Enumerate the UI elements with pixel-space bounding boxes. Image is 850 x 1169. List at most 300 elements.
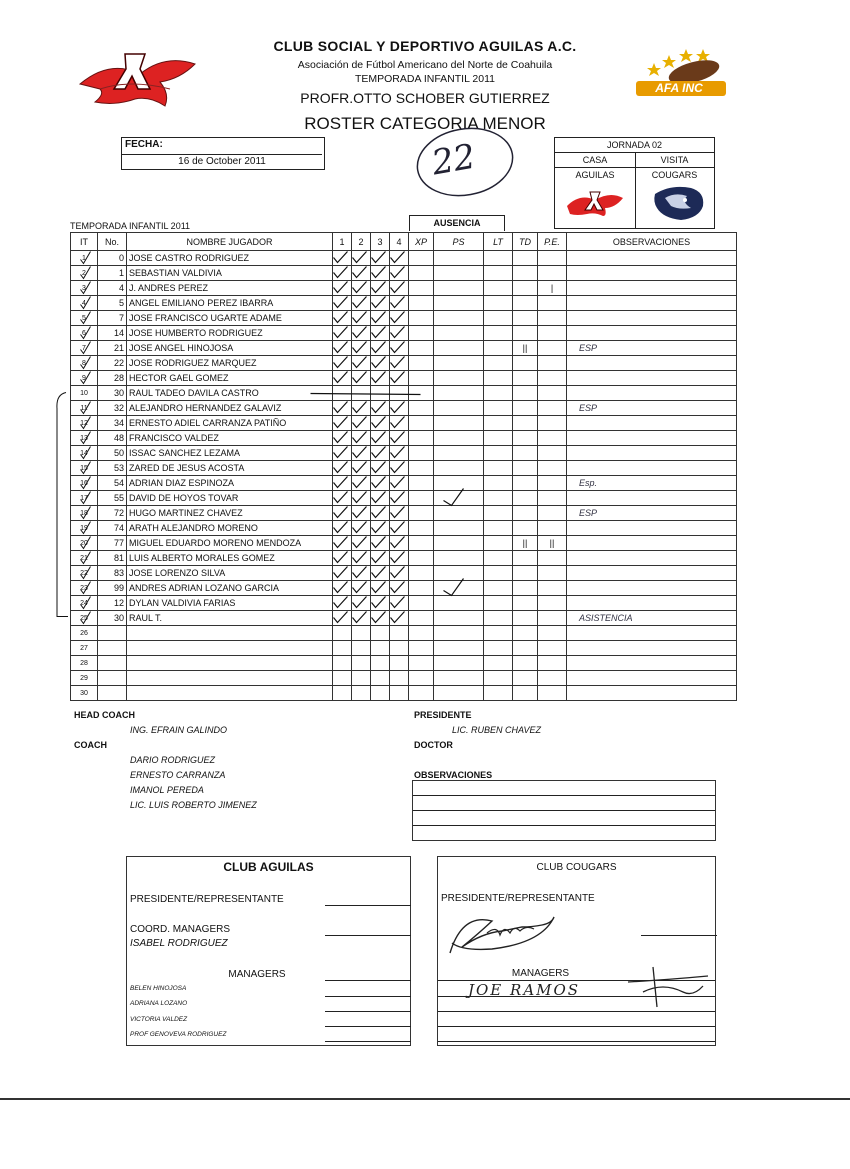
row-xp — [409, 521, 434, 536]
row-xp — [409, 551, 434, 566]
observaciones-box — [412, 780, 716, 841]
row-q3 — [371, 311, 390, 326]
home-team: AGUILAS — [575, 170, 615, 180]
row-q3 — [371, 521, 390, 536]
row-lt — [484, 311, 513, 326]
row-xp — [409, 686, 434, 701]
row-q1 — [333, 431, 352, 446]
row-observaciones — [567, 461, 737, 476]
row-number — [98, 671, 127, 686]
row-lt — [484, 521, 513, 536]
row-number: 54 — [98, 476, 127, 491]
club-cougars-panel — [437, 856, 716, 1046]
row-xp — [409, 341, 434, 356]
col-q4: 4 — [390, 233, 409, 251]
row-q1 — [333, 566, 352, 581]
row-player-name: MIGUEL EDUARDO MORENO MENDOZA — [127, 536, 333, 551]
row-q2 — [352, 536, 371, 551]
roster-row — [71, 401, 737, 416]
row-xp — [409, 461, 434, 476]
row-pe — [538, 251, 567, 266]
manager-name: VICTORIA VALDEZ — [130, 1016, 188, 1023]
row-ps — [434, 596, 484, 611]
row-pe — [538, 401, 567, 416]
row-xp — [409, 326, 434, 341]
roster-row — [71, 266, 737, 281]
row-player-name: RAUL T. — [127, 611, 333, 626]
row-ps — [434, 671, 484, 686]
visita-label: VISITA — [635, 153, 714, 168]
row-q2 — [352, 566, 371, 581]
row-observaciones — [567, 581, 737, 596]
roster-row — [71, 536, 737, 551]
row-it: 16 — [71, 476, 98, 491]
row-ps — [434, 281, 484, 296]
row-td — [513, 386, 538, 401]
row-lt — [484, 596, 513, 611]
row-xp — [409, 251, 434, 266]
row-q2 — [352, 386, 371, 401]
row-q1 — [333, 656, 352, 671]
row-ps — [434, 401, 484, 416]
club-aguilas-panel — [126, 856, 411, 1046]
row-q2 — [352, 656, 371, 671]
row-q2 — [352, 521, 371, 536]
row-q2 — [352, 251, 371, 266]
row-q3 — [371, 281, 390, 296]
row-observaciones — [567, 386, 737, 401]
row-observaciones — [567, 416, 737, 431]
row-player-name: DYLAN VALDIVIA FARIAS — [127, 596, 333, 611]
row-pe: | — [538, 281, 567, 296]
row-lt — [484, 641, 513, 656]
coach-label: COACH — [74, 740, 107, 750]
row-lt — [484, 251, 513, 266]
roster-row — [71, 326, 737, 341]
row-q2 — [352, 611, 371, 626]
row-q4 — [390, 536, 409, 551]
col-xp: XP — [409, 233, 434, 251]
row-lt — [484, 551, 513, 566]
row-it: 24 — [71, 596, 98, 611]
row-number: 55 — [98, 491, 127, 506]
row-ps — [434, 581, 484, 596]
col-q2: 2 — [352, 233, 371, 251]
row-xp — [409, 356, 434, 371]
row-q3 — [371, 401, 390, 416]
ausencia-label: AUSENCIA — [409, 215, 505, 231]
row-observaciones — [567, 371, 737, 386]
row-td: || — [513, 341, 538, 356]
row-ps — [434, 461, 484, 476]
aguilas-small-logo — [565, 188, 625, 218]
season-label: TEMPORADA INFANTIL 2011 — [70, 221, 191, 231]
row-number: 77 — [98, 536, 127, 551]
row-player-name — [127, 656, 333, 671]
row-q1 — [333, 536, 352, 551]
row-observaciones — [567, 251, 737, 266]
row-lt — [484, 266, 513, 281]
row-player-name: ISSAC SANCHEZ LEZAMA — [127, 446, 333, 461]
row-player-name: JOSE FRANCISCO UGARTE ADAME — [127, 311, 333, 326]
row-q2 — [352, 401, 371, 416]
row-q3 — [371, 431, 390, 446]
row-q1 — [333, 521, 352, 536]
row-player-name: JOSE RODRIGUEZ MARQUEZ — [127, 356, 333, 371]
row-it: 14 — [71, 446, 98, 461]
coach-name: IMANOL PEREDA — [130, 785, 204, 795]
row-observaciones — [567, 491, 737, 506]
row-td — [513, 506, 538, 521]
row-td: || — [513, 536, 538, 551]
roster-row — [71, 626, 737, 641]
row-number: 48 — [98, 431, 127, 446]
row-observaciones — [567, 686, 737, 701]
row-it: 30 — [71, 686, 98, 701]
presidente-name: LIC. RUBEN CHAVEZ — [452, 725, 542, 735]
row-q2 — [352, 311, 371, 326]
row-player-name: ALEJANDRO HERNANDEZ GALAVIZ — [127, 401, 333, 416]
row-player-name: ARATH ALEJANDRO MORENO — [127, 521, 333, 536]
row-q2 — [352, 446, 371, 461]
row-q1 — [333, 476, 352, 491]
row-pe: || — [538, 536, 567, 551]
row-q4 — [390, 551, 409, 566]
cougars-logo — [651, 184, 707, 222]
row-ps — [434, 431, 484, 446]
row-lt — [484, 401, 513, 416]
col-it: IT — [71, 233, 98, 251]
row-td — [513, 296, 538, 311]
casa-label: CASA — [555, 153, 636, 168]
club-title: CLUB SOCIAL Y DEPORTIVO AGUILAS A.C. — [273, 38, 577, 54]
row-q1 — [333, 341, 352, 356]
row-it: 8 — [71, 356, 98, 371]
row-q2 — [352, 281, 371, 296]
row-xp — [409, 371, 434, 386]
head-coach-label: HEAD COACH — [74, 710, 136, 720]
row-observaciones: ESP — [567, 506, 737, 521]
roster-row — [71, 671, 737, 686]
row-lt — [484, 536, 513, 551]
roster-row — [71, 281, 737, 296]
row-q1 — [333, 491, 352, 506]
row-pe — [538, 266, 567, 281]
row-td — [513, 311, 538, 326]
row-q4 — [390, 506, 409, 521]
row-number: 28 — [98, 371, 127, 386]
row-q1 — [333, 461, 352, 476]
row-q1 — [333, 506, 352, 521]
row-observaciones — [567, 266, 737, 281]
cougars-president-signature — [442, 903, 562, 963]
row-q4 — [390, 281, 409, 296]
row-q1 — [333, 251, 352, 266]
row-ps — [434, 266, 484, 281]
row-it: 12 — [71, 416, 98, 431]
row-lt — [484, 566, 513, 581]
row-observaciones — [567, 326, 737, 341]
row-xp — [409, 641, 434, 656]
row-pe — [538, 416, 567, 431]
col-obs: OBSERVACIONES — [567, 233, 737, 251]
row-ps — [434, 356, 484, 371]
roster-row — [71, 446, 737, 461]
row-player-name: DAVID DE HOYOS TOVAR — [127, 491, 333, 506]
row-q3 — [371, 461, 390, 476]
row-q3 — [371, 266, 390, 281]
row-q4 — [390, 401, 409, 416]
row-ps — [434, 566, 484, 581]
row-xp — [409, 596, 434, 611]
row-observaciones — [567, 431, 737, 446]
roster-row — [71, 476, 737, 491]
row-it: 4 — [71, 296, 98, 311]
row-q1 — [333, 686, 352, 701]
row-number: 30 — [98, 611, 127, 626]
row-q3 — [371, 251, 390, 266]
row-pe — [538, 656, 567, 671]
row-ps — [434, 311, 484, 326]
row-observaciones: ESP — [567, 341, 737, 356]
row-td — [513, 416, 538, 431]
row-ps — [434, 446, 484, 461]
row-pe — [538, 326, 567, 341]
row-td — [513, 581, 538, 596]
row-pe — [538, 296, 567, 311]
row-q3 — [371, 386, 390, 401]
roster-title: ROSTER CATEGORIA MENOR — [304, 114, 546, 133]
row-q2 — [352, 686, 371, 701]
row-q4 — [390, 596, 409, 611]
row-td — [513, 491, 538, 506]
row-lt — [484, 281, 513, 296]
row-pe — [538, 386, 567, 401]
row-q4 — [390, 626, 409, 641]
row-it: 17 — [71, 491, 98, 506]
row-xp — [409, 281, 434, 296]
row-lt — [484, 341, 513, 356]
roster-row — [71, 551, 737, 566]
row-q4 — [390, 356, 409, 371]
col-ps: PS — [434, 233, 484, 251]
row-number: 12 — [98, 596, 127, 611]
row-number: 81 — [98, 551, 127, 566]
row-ps — [434, 656, 484, 671]
row-q1 — [333, 551, 352, 566]
row-observaciones — [567, 281, 737, 296]
fecha-value: 16 de October 2011 — [122, 154, 322, 167]
row-ps — [434, 641, 484, 656]
cougars-pres-label: PRESIDENTE/REPRESENTANTE — [441, 893, 595, 904]
row-number: 32 — [98, 401, 127, 416]
row-number: 1 — [98, 266, 127, 281]
row-q3 — [371, 506, 390, 521]
row-pe — [538, 686, 567, 701]
row-td — [513, 281, 538, 296]
row-td — [513, 626, 538, 641]
row-ps — [434, 521, 484, 536]
row-player-name: ZARED DE JESUS ACOSTA — [127, 461, 333, 476]
club-aguilas-title: CLUB AGUILAS — [223, 860, 314, 874]
row-q3 — [371, 371, 390, 386]
roster-row — [71, 656, 737, 671]
row-pe — [538, 566, 567, 581]
row-q4 — [390, 386, 409, 401]
row-ps — [434, 476, 484, 491]
row-q2 — [352, 266, 371, 281]
row-q4 — [390, 431, 409, 446]
roster-row — [71, 581, 737, 596]
row-lt — [484, 581, 513, 596]
row-number: 5 — [98, 296, 127, 311]
row-xp — [409, 476, 434, 491]
row-ps — [434, 551, 484, 566]
row-td — [513, 461, 538, 476]
row-pe — [538, 371, 567, 386]
row-player-name: ADRIAN DIAZ ESPINOZA — [127, 476, 333, 491]
row-q2 — [352, 356, 371, 371]
coach-name: LIC. LUIS ROBERTO JIMENEZ — [130, 800, 257, 810]
row-pe — [538, 596, 567, 611]
row-q3 — [371, 656, 390, 671]
row-number: 34 — [98, 416, 127, 431]
row-q4 — [390, 416, 409, 431]
row-player-name: RAUL TADEO DAVILA CASTRO — [127, 386, 333, 401]
row-td — [513, 656, 538, 671]
row-td — [513, 266, 538, 281]
row-ps — [434, 251, 484, 266]
row-q1 — [333, 416, 352, 431]
row-lt — [484, 686, 513, 701]
row-q4 — [390, 311, 409, 326]
row-pe — [538, 626, 567, 641]
row-lt — [484, 611, 513, 626]
row-ps — [434, 686, 484, 701]
row-player-name: ERNESTO ADIEL CARRANZA PATIÑO — [127, 416, 333, 431]
row-player-name: ANGEL EMILIANO PEREZ IBARRA — [127, 296, 333, 311]
row-xp — [409, 401, 434, 416]
row-lt — [484, 356, 513, 371]
row-ps — [434, 371, 484, 386]
row-lt — [484, 671, 513, 686]
row-ps — [434, 386, 484, 401]
roster-row — [71, 641, 737, 656]
row-q1 — [333, 356, 352, 371]
row-q3 — [371, 446, 390, 461]
coach-name: DARIO RODRIGUEZ — [130, 755, 216, 765]
row-it: 6 — [71, 326, 98, 341]
row-it: 19 — [71, 521, 98, 536]
roster-row — [71, 386, 737, 401]
row-q1 — [333, 626, 352, 641]
row-q3 — [371, 341, 390, 356]
row-pe — [538, 611, 567, 626]
row-lt — [484, 506, 513, 521]
row-q3 — [371, 491, 390, 506]
row-it: 27 — [71, 641, 98, 656]
row-number: 50 — [98, 446, 127, 461]
row-td — [513, 371, 538, 386]
col-q1: 1 — [333, 233, 352, 251]
row-q4 — [390, 476, 409, 491]
row-xp — [409, 386, 434, 401]
row-q3 — [371, 581, 390, 596]
row-number: 14 — [98, 326, 127, 341]
roster-row — [71, 506, 737, 521]
row-lt — [484, 296, 513, 311]
row-ps — [434, 341, 484, 356]
row-it: 9 — [71, 371, 98, 386]
row-it: 11 — [71, 401, 98, 416]
row-it: 15 — [71, 461, 98, 476]
row-ps — [434, 626, 484, 641]
row-observaciones — [567, 446, 737, 461]
row-td — [513, 611, 538, 626]
row-it: 18 — [71, 506, 98, 521]
row-it: 23 — [71, 581, 98, 596]
row-q1 — [333, 326, 352, 341]
row-player-name: LUIS ALBERTO MORALES GOMEZ — [127, 551, 333, 566]
row-xp — [409, 536, 434, 551]
row-lt — [484, 386, 513, 401]
row-observaciones — [567, 356, 737, 371]
row-number: 74 — [98, 521, 127, 536]
row-xp — [409, 491, 434, 506]
row-observaciones — [567, 311, 737, 326]
row-q3 — [371, 626, 390, 641]
roster-row — [71, 356, 737, 371]
manager-name: ADRIANA LOZANO — [130, 1000, 188, 1007]
row-it: 10 — [71, 386, 98, 401]
col-pe: P.E. — [538, 233, 567, 251]
row-q1 — [333, 611, 352, 626]
row-number: 21 — [98, 341, 127, 356]
handwritten-number: 22 — [428, 136, 479, 184]
row-number — [98, 686, 127, 701]
coach-name: ERNESTO CARRANZA — [130, 770, 226, 780]
row-pe — [538, 521, 567, 536]
row-lt — [484, 446, 513, 461]
presidente-label: PRESIDENTE — [414, 710, 472, 720]
col-td: TD — [513, 233, 538, 251]
row-observaciones: Esp. — [567, 476, 737, 491]
row-q4 — [390, 566, 409, 581]
row-q2 — [352, 416, 371, 431]
row-pe — [538, 491, 567, 506]
row-q2 — [352, 326, 371, 341]
row-q1 — [333, 371, 352, 386]
row-xp — [409, 296, 434, 311]
season-top: TEMPORADA INFANTIL 2011 — [354, 73, 496, 85]
col-q3: 3 — [371, 233, 390, 251]
row-lt — [484, 656, 513, 671]
row-it: 5 — [71, 311, 98, 326]
row-q2 — [352, 296, 371, 311]
row-number: 30 — [98, 386, 127, 401]
row-q4 — [390, 296, 409, 311]
row-q3 — [371, 476, 390, 491]
row-q1 — [333, 641, 352, 656]
row-xp — [409, 656, 434, 671]
row-xp — [409, 581, 434, 596]
row-q1 — [333, 266, 352, 281]
row-it: 20 — [71, 536, 98, 551]
roster-row — [71, 686, 737, 701]
row-player-name: ANDRES ADRIAN LOZANO GARCIA — [127, 581, 333, 596]
roster-row — [71, 371, 737, 386]
row-number: 0 — [98, 251, 127, 266]
